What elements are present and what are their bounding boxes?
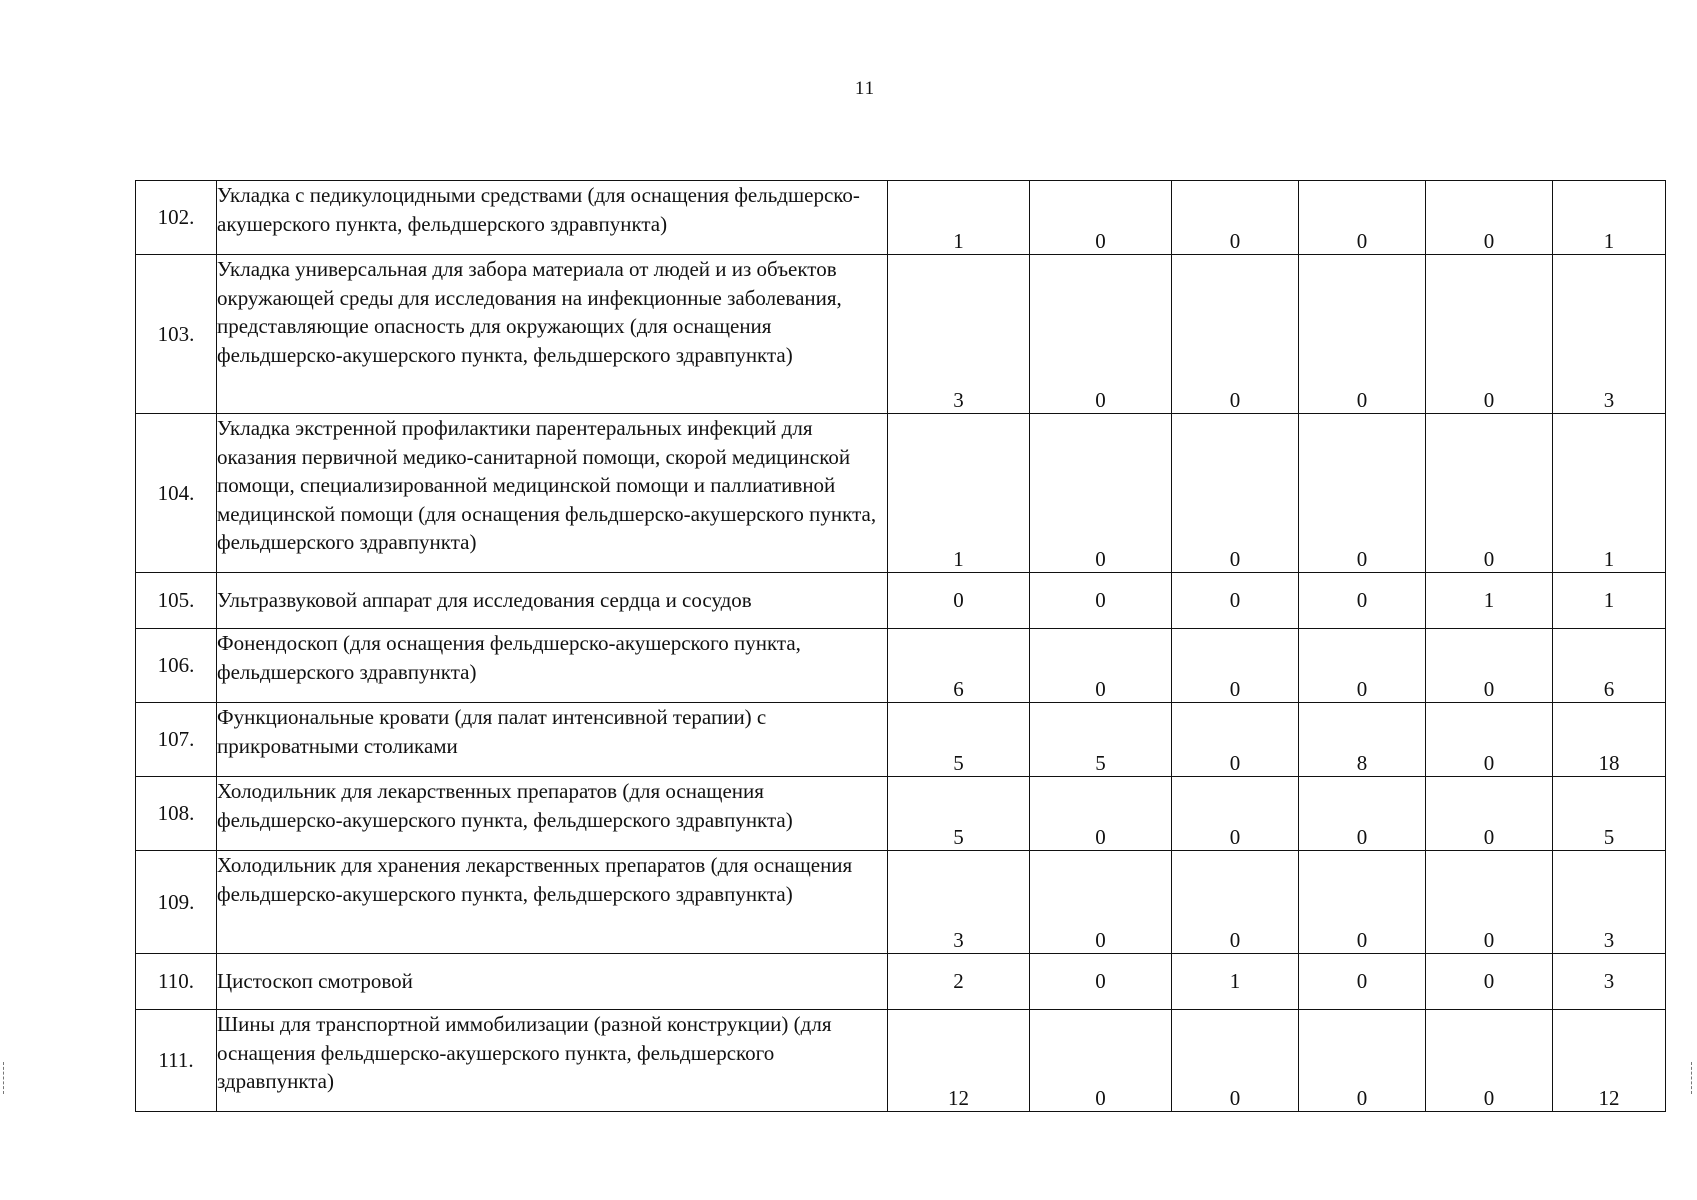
value-cell: 0 — [1299, 255, 1426, 414]
value-cell: 0 — [1030, 954, 1172, 1010]
value-cell: 0 — [1426, 777, 1553, 851]
value-cell: 0 — [1426, 629, 1553, 703]
total-cell: 3 — [1553, 851, 1666, 954]
value-cell: 1 — [1426, 573, 1553, 629]
value-cell: 0 — [1426, 851, 1553, 954]
total-cell: 5 — [1553, 777, 1666, 851]
value-cell: 0 — [1299, 181, 1426, 255]
table-row — [136, 703, 1666, 777]
table-row — [136, 1010, 1666, 1112]
row-number: 106. — [136, 629, 217, 703]
row-number: 102. — [136, 181, 217, 255]
total-cell: 1 — [1553, 573, 1666, 629]
value-cell: 0 — [1299, 777, 1426, 851]
item-name: Фонендоскоп (для оснащения фельдшерско-акушерского пункта, фельдшерского здравпункта) — [217, 629, 888, 703]
item-name: Цистоскоп смотровой — [217, 954, 888, 1010]
value-cell: 0 — [1426, 255, 1553, 414]
value-cell: 0 — [1030, 851, 1172, 954]
table-row — [136, 851, 1666, 954]
value-cell: 0 — [1172, 1010, 1299, 1112]
page-number: 11 — [854, 78, 876, 99]
total-cell: 6 — [1553, 629, 1666, 703]
table-row — [136, 777, 1666, 851]
value-cell: 1 — [888, 181, 1030, 255]
value-cell: 0 — [1172, 255, 1299, 414]
value-cell: 0 — [1172, 629, 1299, 703]
value-cell: 0 — [1030, 181, 1172, 255]
value-cell: 5 — [888, 703, 1030, 777]
item-name: Укладка экстренной профилактики парентеральных инфекций для оказания первичной медико-санитарной помощи, скорой медицинской помощи, специализированной медицинской помощи и паллиативной медицинской помощи (для оснащения фельдшерско-акушерского пункта, фельдшерского здравпункта) — [217, 414, 888, 573]
total-cell: 3 — [1553, 954, 1666, 1010]
row-number: 111. — [136, 1010, 217, 1112]
item-name: Холодильник для хранения лекарственных препаратов (для оснащения фельдшерско-акушерского пункта, фельдшерского здравпункта) — [217, 851, 888, 954]
value-cell: 0 — [1299, 414, 1426, 573]
value-cell: 0 — [1030, 629, 1172, 703]
value-cell: 0 — [1299, 573, 1426, 629]
value-cell: 0 — [1299, 1010, 1426, 1112]
table-row — [136, 573, 1666, 629]
value-cell: 0 — [1299, 954, 1426, 1010]
value-cell: 0 — [1172, 573, 1299, 629]
item-name: Шины для транспортной иммобилизации (разной конструкции) (для оснащения фельдшерско-акушерского пункта, фельдшерского здравпункта) — [217, 1010, 888, 1112]
table-row — [136, 181, 1666, 255]
value-cell: 0 — [888, 573, 1030, 629]
value-cell: 6 — [888, 629, 1030, 703]
value-cell: 12 — [888, 1010, 1030, 1112]
value-cell: 2 — [888, 954, 1030, 1010]
value-cell: 0 — [1299, 851, 1426, 954]
value-cell: 3 — [888, 851, 1030, 954]
value-cell: 0 — [1030, 573, 1172, 629]
item-name: Укладка с педикулоцидными средствами (для оснащения фельдшерско-акушерского пункта, фельдшерского здравпункта) — [217, 181, 888, 255]
value-cell: 0 — [1172, 181, 1299, 255]
table-row — [136, 954, 1666, 1010]
row-number: 105. — [136, 573, 217, 629]
value-cell: 5 — [1030, 703, 1172, 777]
table-row — [136, 629, 1666, 703]
total-cell: 1 — [1553, 414, 1666, 573]
item-name: Холодильник для лекарственных препаратов (для оснащения фельдшерско-акушерского пункта, фельдшерского здравпункта) — [217, 777, 888, 851]
value-cell: 0 — [1426, 1010, 1553, 1112]
table-row — [136, 255, 1666, 414]
value-cell: 0 — [1426, 703, 1553, 777]
row-number: 110. — [136, 954, 217, 1010]
value-cell: 0 — [1030, 1010, 1172, 1112]
right-edge-mark — [1691, 1062, 1692, 1094]
row-number: 109. — [136, 851, 217, 954]
value-cell: 0 — [1030, 414, 1172, 573]
left-edge-mark — [3, 1062, 4, 1094]
value-cell: 1 — [1172, 954, 1299, 1010]
total-cell: 1 — [1553, 181, 1666, 255]
value-cell: 8 — [1299, 703, 1426, 777]
total-cell: 12 — [1553, 1010, 1666, 1112]
item-name: Укладка универсальная для забора материала от людей и из объектов окружающей среды для исследования на инфекционные заболевания, представляющие опасность для окружающих (для оснащения фельдшерско-акушерского пункта, фельдшерского здравпункта) — [217, 255, 888, 414]
value-cell: 0 — [1172, 777, 1299, 851]
value-cell: 0 — [1030, 777, 1172, 851]
value-cell: 0 — [1299, 629, 1426, 703]
row-number: 104. — [136, 414, 217, 573]
value-cell: 1 — [888, 414, 1030, 573]
total-cell: 3 — [1553, 255, 1666, 414]
item-name: Ультразвуковой аппарат для исследования сердца и сосудов — [217, 573, 888, 629]
value-cell: 0 — [1030, 255, 1172, 414]
value-cell: 0 — [1426, 414, 1553, 573]
value-cell: 3 — [888, 255, 1030, 414]
value-cell: 0 — [1172, 851, 1299, 954]
total-cell: 18 — [1553, 703, 1666, 777]
row-number: 103. — [136, 255, 217, 414]
row-number: 108. — [136, 777, 217, 851]
table-row — [136, 414, 1666, 573]
item-name: Функциональные кровати (для палат интенсивной терапии) с прикроватными столиками — [217, 703, 888, 777]
row-number: 107. — [136, 703, 217, 777]
value-cell: 5 — [888, 777, 1030, 851]
value-cell: 0 — [1426, 181, 1553, 255]
value-cell: 0 — [1426, 954, 1553, 1010]
equipment-table — [135, 180, 1666, 1112]
value-cell: 0 — [1172, 703, 1299, 777]
value-cell: 0 — [1172, 414, 1299, 573]
